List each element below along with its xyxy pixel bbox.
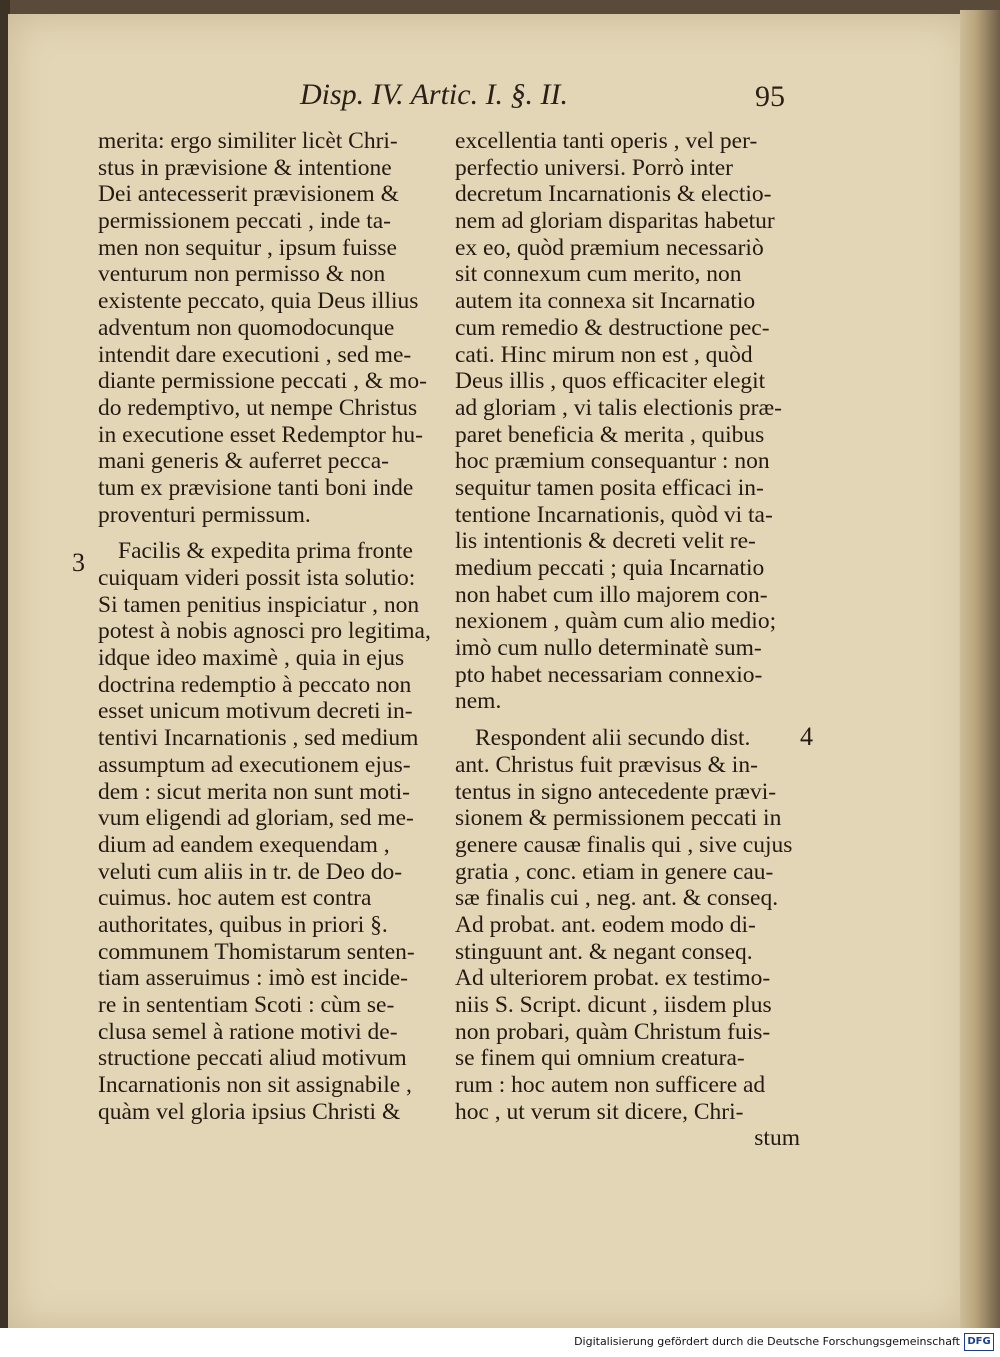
text-line: sit connexum cum merito, non xyxy=(455,261,742,288)
text-line: cati. Hinc mirum non est , quòd xyxy=(455,341,753,368)
text-line: existente peccato, quia Deus illius xyxy=(98,288,419,315)
text-line: men non sequitur , ipsum fuisse xyxy=(98,234,397,261)
text-line: tiam asseruimus : imò est incide- xyxy=(98,965,409,992)
text-line: cuimus. hoc autem est contra xyxy=(98,885,372,912)
text-line: vum eligendi ad gloriam, sed me- xyxy=(98,805,414,832)
text-line: ex eo, quòd præmium necessariò xyxy=(455,234,764,261)
text-line: rum : hoc autem non sufficere ad xyxy=(455,1072,766,1099)
text-line: Ad ulteriorem probat. ex testimo- xyxy=(455,965,771,992)
text-line: proventuri permissum. xyxy=(98,501,311,528)
text-line: gratia , conc. etiam in genere cau- xyxy=(455,858,774,885)
text-line: mani generis & auferret pecca- xyxy=(98,448,389,475)
text-line: stinguunt ant. & negant conseq. xyxy=(455,938,753,965)
text-line: se finem qui omnium creatura- xyxy=(455,1045,745,1072)
text-line: merita: ergo similiter licèt Chri- xyxy=(98,128,398,154)
text-line: diante permissione peccati , & mo- xyxy=(98,368,427,395)
catchword: stum xyxy=(754,1125,800,1152)
margin-number-left: 3 xyxy=(72,548,85,577)
text-line: non habet cum illo majorem con- xyxy=(455,581,768,608)
text-line: potest à nobis agnosci pro legitima, xyxy=(98,618,431,645)
text-line: sæ finalis cui , neg. ant. & conseq. xyxy=(455,885,779,912)
text-line: lis intentionis & decreti velit re- xyxy=(455,528,756,555)
text-line: structione peccati aliud motivum xyxy=(98,1045,407,1072)
text-line: permissionem peccati , inde ta- xyxy=(98,208,391,235)
text-line: authoritates, quibus in priori §. xyxy=(98,911,388,938)
left-paragraph-one xyxy=(98,128,443,528)
text-line: Si tamen penitius inspiciatur , non xyxy=(98,591,420,618)
text-line: autem ita connexa sit Incarnatio xyxy=(455,288,756,315)
text-line: niis S. Script. dicunt , iisdem plus xyxy=(455,992,772,1018)
text-line: paret beneficia & merita , quibus xyxy=(455,421,765,448)
page-edge-shadow xyxy=(960,10,1000,1328)
text-line: non probari, quàm Christum fuis- xyxy=(455,1018,771,1045)
footer-bar xyxy=(0,1328,1000,1357)
text-line: tentione Incarnationis, quòd vi ta- xyxy=(455,501,773,528)
text-line: Deus illis , quos efficaciter elegit xyxy=(455,368,766,395)
text-line: hoc præmium consequantur : non xyxy=(455,448,770,475)
text-line: re in sententiam Scoti : cùm se- xyxy=(98,992,395,1018)
text-line: dium ad eandem exequendam , xyxy=(98,831,390,858)
text-line: tentivi Incarnationis , sed medium xyxy=(98,725,419,752)
left-column xyxy=(98,128,443,1125)
text-line: hoc , ut verum sit dicere, Chri- xyxy=(455,1098,744,1125)
text-line: venturum non permisso & non xyxy=(98,261,386,288)
text-line: cum remedio & destructione pec- xyxy=(455,314,770,341)
text-line: nem ad gloriam disparitas habetur xyxy=(455,208,775,235)
text-line: stus in prævisione & intentione xyxy=(98,154,392,181)
text-line: sionem & permissionem peccati in xyxy=(455,805,782,832)
text-line: nem. xyxy=(455,688,502,715)
text-line: Respondent alii secundo dist. xyxy=(475,725,751,752)
text-line: Ad probat. ant. eodem modo di- xyxy=(455,911,756,938)
text-line: tum ex prævisione tanti boni inde xyxy=(98,474,414,501)
dfg-logo: DFG xyxy=(964,1333,994,1351)
left-paragraph-two xyxy=(98,538,443,1125)
text-line: veluti cum aliis in tr. de Deo do- xyxy=(98,858,403,885)
text-line: sequitur tamen posita efficaci in- xyxy=(455,474,764,501)
text-line: Incarnationis non sit assignabile , xyxy=(98,1072,412,1099)
text-line: genere causæ finalis qui , sive cujus xyxy=(455,831,793,858)
text-line: intendit dare executioni , sed me- xyxy=(98,341,412,368)
text-line: idque ideo maximè , quia in ejus xyxy=(98,645,405,672)
text-line: cuiquam videri possit ista solutio: xyxy=(98,565,416,591)
text-line: assumptum ad executionem ejus- xyxy=(98,751,411,778)
right-paragraph-two xyxy=(455,725,800,1125)
running-header: Disp. IV. Artic. I. §. II. xyxy=(300,78,569,111)
text-line: imò cum nullo determinatè sum- xyxy=(455,635,762,662)
text-line: in executione esset Redemptor hu- xyxy=(98,421,423,448)
text-line: decretum Incarnationis & electio- xyxy=(455,181,772,208)
text-line: tentus in signo antecedente prævi- xyxy=(455,778,777,805)
right-paragraph-one xyxy=(455,128,800,715)
text-line: medium peccati ; quia Incarnatio xyxy=(455,555,765,581)
margin-number-right: 4 xyxy=(800,722,813,751)
text-line: do redemptivo, ut nempe Christus xyxy=(98,394,418,421)
funding-credit: Digitalisierung gefördert durch die Deutsche Forschungsgemeinschaft xyxy=(574,1335,960,1348)
text-line: dem : sicut merita non sunt moti- xyxy=(98,778,410,805)
text-line: clusa semel à ratione motivi de- xyxy=(98,1018,398,1045)
text-line: communem Thomistarum senten- xyxy=(98,938,415,965)
text-line: Dei antecesserit prævisionem & xyxy=(98,181,399,208)
text-line: excellentia tanti operis , vel per- xyxy=(455,128,758,154)
page-number: 95 xyxy=(755,80,785,113)
text-line: esset unicum motivum decreti in- xyxy=(98,698,413,725)
text-line: quàm vel gloria ipsius Christi & xyxy=(98,1098,401,1125)
text-line: doctrina redemptio à peccato non xyxy=(98,671,412,698)
text-line: ad gloriam , vi talis electionis præ- xyxy=(455,394,782,421)
right-column xyxy=(455,128,800,1152)
text-line: nexionem , quàm cum alio medio; xyxy=(455,608,777,635)
text-line: Facilis & expedita prima fronte xyxy=(118,538,413,565)
text-line: adventum non quomodocunque xyxy=(98,314,395,341)
text-line: ant. Christus fuit prævisus & in- xyxy=(455,751,758,778)
text-line: perfectio universi. Porrò inter xyxy=(455,154,733,181)
text-line: pto habet necessariam connexio- xyxy=(455,661,763,688)
